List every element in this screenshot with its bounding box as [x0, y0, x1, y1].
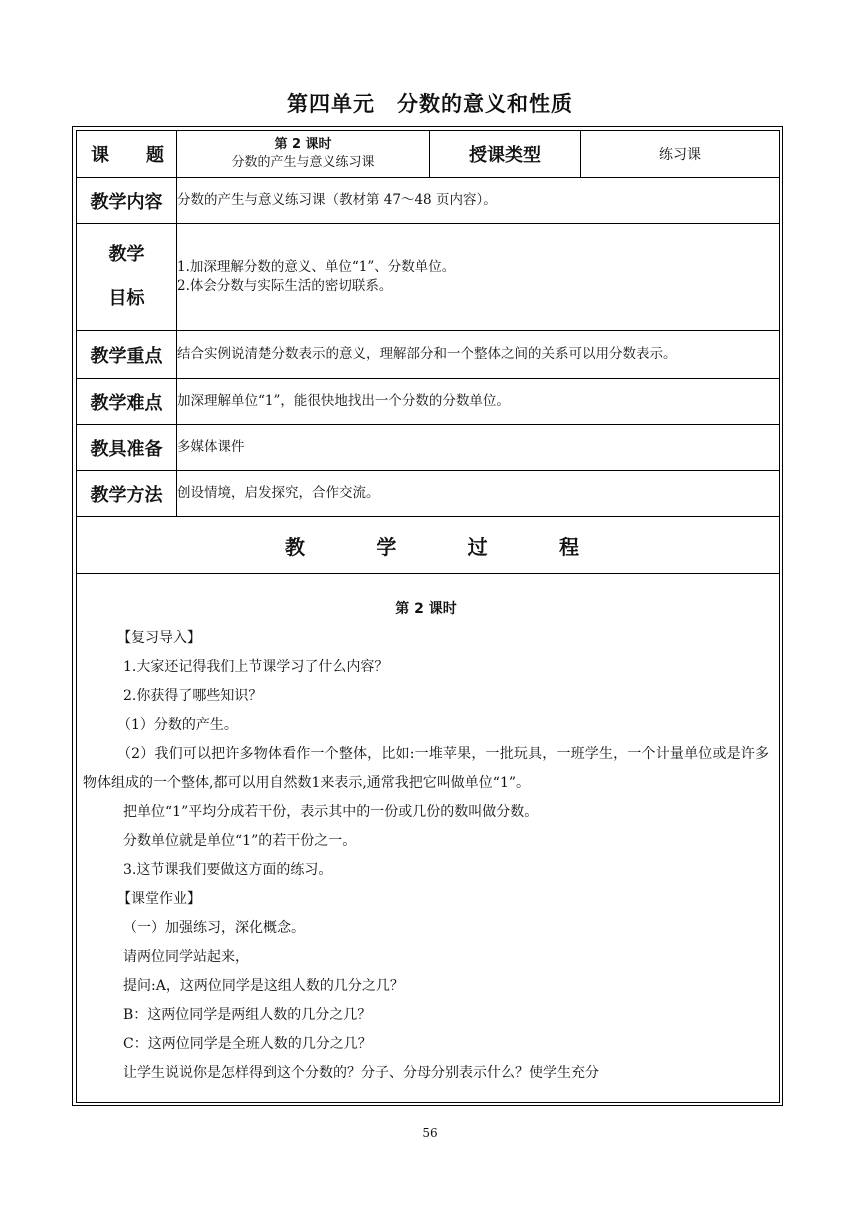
process-line: （2）我们可以把许多物体看作一个整体，比如:一堆苹果，一批玩具，一班学生，一个计量单位或是许多物体组成的一个整体,都可以用自然数1来表示,通常我把它叫做单位“1”。: [83, 746, 769, 791]
process-line: B：这两位同学是两组人数的几分之几？: [123, 1007, 372, 1023]
process-body: [77, 574, 780, 1103]
goal-item-1: 1.加深理解分数的意义、单位“1”、分数单位。: [177, 259, 456, 275]
type-value: 练习课: [581, 131, 780, 178]
process-char: 教: [285, 534, 305, 559]
process-char: 过: [467, 534, 488, 559]
section-title: 第 2 课时: [395, 601, 457, 617]
process-line: 【课堂作业】: [117, 891, 201, 907]
process-line: 【复习导入】: [117, 630, 201, 646]
goal-label-2: 目标: [108, 288, 145, 309]
goal-label-cell: [77, 224, 177, 331]
process-line: 让学生说说你是怎样得到这个分数的？分子、分母分别表示什么？使学生充分: [123, 1065, 599, 1081]
process-char: 学: [376, 534, 397, 559]
method-label: 教学方法: [77, 471, 177, 517]
content-value: 分数的产生与意义练习课（教材第 47～48 页内容）。: [177, 178, 780, 224]
lesson-number: 第 2 课时: [274, 137, 332, 152]
process-line: 2.你获得了哪些知识？: [123, 688, 263, 704]
topic-label-right: 题: [146, 145, 164, 166]
process-char: 程: [558, 534, 579, 559]
process-line: 提问:A，这两位同学是这组人数的几分之几？: [123, 978, 404, 994]
tools-value: 多媒体课件: [177, 425, 780, 471]
method-value: 创设情境，启发探究，合作交流。: [177, 471, 780, 517]
page-title: 第四单元 分数的意义和性质: [287, 92, 573, 116]
lesson-plan-table: [76, 130, 780, 1103]
process-line: 3.这节课我们要做这方面的练习。: [123, 862, 333, 878]
process-title-cell: [77, 517, 780, 574]
key-row: [77, 331, 780, 379]
process-line: 1.大家还记得我们上节课学习了什么内容？: [123, 659, 389, 675]
method-row: [77, 471, 780, 517]
topic-label-cell: [77, 131, 177, 178]
content-label: 教学内容: [77, 178, 177, 224]
topic-row: [77, 131, 780, 178]
difficulty-label: 教学难点: [77, 379, 177, 425]
process-line: （一）加强练习，深化概念。: [123, 920, 305, 936]
type-label: 授课类型: [430, 131, 581, 178]
difficulty-value: 加深理解单位“1”，能很快地找出一个分数的分数单位。: [177, 379, 780, 425]
goal-cell: [177, 224, 780, 331]
goal-label-1: 教学: [108, 244, 145, 265]
key-value: 结合实例说清楚分数表示的意义，理解部分和一个整体之间的关系可以用分数表示。: [177, 331, 780, 379]
topic-label-left: 课: [91, 145, 109, 166]
lesson-cell: [177, 131, 430, 178]
tools-row: [77, 425, 780, 471]
process-line: 分数单位就是单位“1”的若干份之一。: [123, 833, 357, 849]
process-title-row: [77, 517, 780, 574]
goal-row: [77, 224, 780, 331]
page-number: 56: [422, 1126, 438, 1140]
process-line: 请两位同学站起来，: [123, 949, 249, 965]
process-line: C：这两位同学是全班人数的几分之几？: [123, 1036, 372, 1052]
process-line: （1）分数的产生。: [117, 717, 238, 733]
lesson-subtitle: 分数的产生与意义练习课: [231, 155, 375, 170]
content-row: [77, 178, 780, 224]
key-label: 教学重点: [77, 331, 177, 379]
process-title: [77, 531, 779, 560]
difficulty-row: [77, 379, 780, 425]
tools-label: 教具准备: [77, 425, 177, 471]
process-line: 把单位“1”平均分成若干份，表示其中的一份或几份的数叫做分数。: [123, 804, 539, 820]
goal-item-2: 2.体会分数与实际生活的密切联系。: [177, 278, 393, 294]
process-body-row: [77, 574, 780, 1103]
